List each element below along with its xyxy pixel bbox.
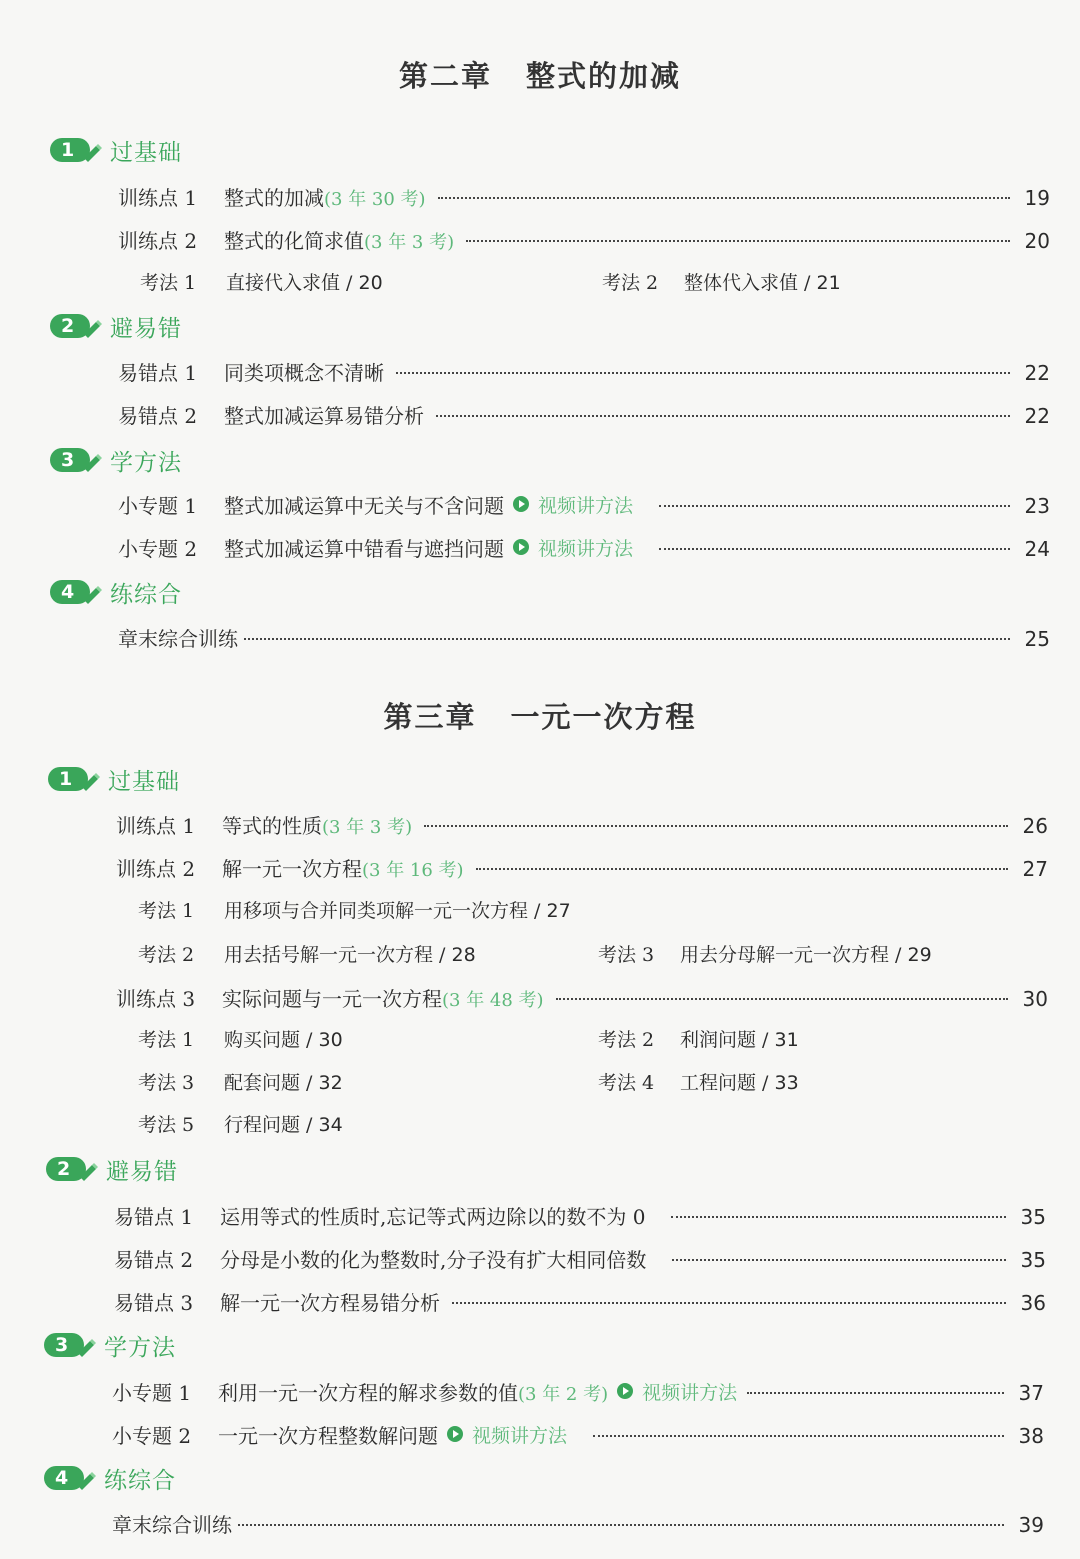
page-number: 27: [1022, 857, 1048, 881]
section-title: 过基础: [108, 768, 180, 795]
section-number: 2: [46, 1157, 86, 1181]
method-title: 配套问题 /: [224, 1072, 319, 1094]
entry-title: 解一元一次方程: [222, 857, 362, 881]
entry-label: 训练点 1: [118, 186, 198, 210]
video-label: 视频讲方法: [642, 1381, 738, 1404]
toc-entry[interactable]: [116, 853, 1048, 883]
toc-entry[interactable]: [114, 1244, 1046, 1274]
section-header: [50, 309, 182, 343]
method-title: 直接代入求值 /: [226, 272, 359, 294]
toc-entry[interactable]: [112, 1377, 1044, 1407]
section-number: 3: [44, 1333, 84, 1357]
pencil-icon: [76, 1468, 98, 1490]
pencil-icon: [78, 1159, 100, 1181]
section-number-badge: [44, 1331, 100, 1359]
entry-title: 同类项概念不清晰: [224, 361, 384, 385]
section-title: 学方法: [104, 1334, 176, 1361]
section-number-badge: [50, 136, 106, 164]
toc-entry[interactable]: [118, 357, 1050, 387]
method-entry[interactable]: [138, 1025, 343, 1052]
method-label: 考法 3: [598, 944, 655, 966]
method-entry[interactable]: [598, 1025, 799, 1052]
page-number: 29: [907, 944, 932, 966]
leader-dots: [466, 240, 1010, 242]
exam-frequency: (3 年 48 考): [442, 990, 544, 1011]
page-number: 35: [1020, 1248, 1046, 1272]
video-method-link[interactable]: [616, 1378, 737, 1405]
leader-dots: [672, 1259, 1006, 1261]
entry-label: 易错点 1: [114, 1205, 194, 1229]
section-header: [44, 1461, 176, 1495]
section-number: 3: [50, 448, 90, 472]
method-title: 整体代入求值 /: [684, 272, 817, 294]
leader-dots: [659, 505, 1010, 507]
entry-title: 整式加减运算中错看与遮挡问题: [224, 537, 504, 561]
method-title: 用去括号解一元一次方程 /: [224, 944, 452, 966]
video-method-link[interactable]: [446, 1421, 567, 1448]
video-method-link[interactable]: [512, 534, 633, 561]
page-number: 38: [1018, 1424, 1044, 1448]
toc-entry[interactable]: [118, 182, 1050, 212]
page-number: 22: [1024, 361, 1050, 385]
entry-label: 小专题 2: [112, 1424, 192, 1448]
section-number-badge: [48, 765, 104, 793]
page-number: 21: [816, 272, 841, 294]
section-number-badge: [46, 1155, 102, 1183]
entry-title: 整式加减运算易错分析: [224, 404, 424, 428]
video-label: 视频讲方法: [538, 494, 634, 517]
leader-dots: [438, 197, 1010, 199]
leader-dots: [244, 638, 1010, 640]
toc-entry[interactable]: [116, 810, 1048, 840]
toc-entry[interactable]: [118, 400, 1050, 430]
section-header: [46, 1152, 178, 1186]
play-icon: [512, 538, 530, 556]
entry-title: 整式的化简求值: [224, 229, 364, 253]
entry-label: 小专题 1: [118, 494, 198, 518]
section-number: 1: [50, 138, 90, 162]
page-number: 31: [774, 1029, 799, 1051]
leader-dots: [556, 998, 1008, 1000]
method-label: 考法 2: [138, 944, 195, 966]
page-number: 20: [358, 272, 383, 294]
toc-entry[interactable]: [112, 1509, 1044, 1539]
method-entry[interactable]: [138, 1068, 343, 1095]
page-number: 28: [451, 944, 476, 966]
page-number: 32: [318, 1072, 343, 1094]
chapter-name: 一元一次方程: [510, 700, 697, 734]
chapter-number: 第三章: [383, 700, 477, 734]
entry-label: 易错点 2: [114, 1248, 194, 1272]
section-number: 4: [44, 1466, 84, 1490]
video-label: 视频讲方法: [538, 537, 634, 560]
method-label: 考法 1: [138, 1029, 195, 1051]
section-number-badge: [50, 578, 106, 606]
play-icon: [616, 1382, 634, 1400]
page-number: 30: [1022, 987, 1048, 1011]
section-number-badge: [50, 446, 106, 474]
toc-entry[interactable]: [116, 983, 1048, 1013]
entry-label: 易错点 2: [118, 404, 198, 428]
method-label: 考法 1: [138, 900, 195, 922]
method-entry[interactable]: [138, 896, 571, 923]
pencil-icon: [82, 316, 104, 338]
entry-title: 实际问题与一元一次方程: [222, 987, 442, 1011]
page-number: 35: [1020, 1205, 1046, 1229]
page-number: 23: [1024, 494, 1050, 518]
entry-title: 整式的加减: [224, 186, 324, 210]
entry-label: 小专题 2: [118, 537, 198, 561]
entry-title: 一元一次方程整数解问题: [218, 1424, 438, 1448]
page-number: 24: [1024, 537, 1050, 561]
method-title: 行程问题 /: [224, 1114, 319, 1136]
page-number: 27: [546, 900, 571, 922]
method-entry[interactable]: [598, 1068, 799, 1095]
page-number: 33: [774, 1072, 799, 1094]
pencil-icon: [82, 140, 104, 162]
leader-dots: [671, 1216, 1006, 1218]
play-icon: [512, 495, 530, 513]
entry-label: 训练点 3: [116, 987, 196, 1011]
method-entry[interactable]: [138, 940, 476, 967]
page-number: 39: [1018, 1513, 1044, 1537]
entry-label: 训练点 2: [118, 229, 198, 253]
section-title: 练综合: [110, 581, 182, 608]
method-entry[interactable]: [598, 940, 932, 967]
method-entry[interactable]: [602, 268, 841, 295]
section-title: 练综合: [104, 1467, 176, 1494]
entry-title: 解一元一次方程易错分析: [220, 1291, 440, 1315]
entry-title: 整式加减运算中无关与不含问题: [224, 494, 504, 518]
chapter-number: 第二章: [398, 59, 492, 93]
leader-dots: [593, 1435, 1004, 1437]
method-entry[interactable]: [140, 268, 383, 295]
entry-label: 易错点 1: [118, 361, 198, 385]
section-number: 1: [48, 767, 88, 791]
pencil-icon: [82, 582, 104, 604]
leader-dots: [452, 1302, 1006, 1304]
section-header: [50, 443, 182, 477]
page-number: 26: [1022, 814, 1048, 838]
exam-frequency: (3 年 2 考): [518, 1384, 609, 1405]
entry-label: 训练点 1: [116, 814, 196, 838]
leader-dots: [396, 372, 1010, 374]
entry-title: 等式的性质: [222, 814, 322, 838]
entry-label: 易错点 3: [114, 1291, 194, 1315]
pencil-icon: [80, 769, 102, 791]
leader-dots: [436, 415, 1010, 417]
pencil-icon: [76, 1335, 98, 1357]
method-title: 购买问题 /: [224, 1029, 319, 1051]
entry-title: 利用一元一次方程的解求参数的值: [218, 1381, 518, 1405]
toc-entry[interactable]: [118, 623, 1050, 653]
pencil-icon: [82, 450, 104, 472]
leader-dots: [424, 825, 1008, 827]
section-title: 避易错: [106, 1158, 178, 1185]
page-number: 19: [1024, 186, 1050, 210]
method-label: 考法 4: [598, 1072, 655, 1094]
method-label: 考法 2: [598, 1029, 655, 1051]
section-number-badge: [44, 1464, 100, 1492]
chapter-3-title: [0, 695, 1080, 736]
method-entry[interactable]: [138, 1110, 343, 1137]
page-number: 25: [1024, 627, 1050, 651]
page-number: 20: [1024, 229, 1050, 253]
method-label: 考法 1: [140, 272, 197, 294]
toc-entry[interactable]: [112, 1420, 1044, 1450]
page-number: 34: [318, 1114, 343, 1136]
entry-title: 运用等式的性质时,忘记等式两边除以的数不为 0: [220, 1205, 646, 1229]
exam-frequency: (3 年 30 考): [324, 189, 426, 210]
method-title: 用移项与合并同类项解一元一次方程 /: [224, 900, 547, 922]
method-label: 考法 2: [602, 272, 659, 294]
toc-entry[interactable]: [114, 1201, 1046, 1231]
page-number: 22: [1024, 404, 1050, 428]
method-label: 考法 3: [138, 1072, 195, 1094]
leader-dots: [659, 548, 1010, 550]
exam-frequency: (3 年 3 考): [322, 817, 413, 838]
exam-frequency: (3 年 16 考): [362, 860, 464, 881]
page-number: 30: [318, 1029, 343, 1051]
entry-label: 训练点 2: [116, 857, 196, 881]
section-header: [44, 1328, 176, 1362]
page-number: 37: [1018, 1381, 1044, 1405]
section-title: 避易错: [110, 315, 182, 342]
toc-entry[interactable]: [114, 1287, 1046, 1317]
chapter-2-title: [0, 54, 1080, 95]
entry-title: 章末综合训练: [118, 627, 238, 651]
section-number: 4: [50, 580, 90, 604]
section-number-badge: [50, 312, 106, 340]
method-title: 利润问题 /: [680, 1029, 775, 1051]
section-header: [50, 133, 182, 167]
chapter-name: 整式的加减: [526, 59, 682, 93]
leader-dots: [476, 868, 1008, 870]
method-title: 用去分母解一元一次方程 /: [680, 944, 908, 966]
section-header: [50, 575, 182, 609]
video-label: 视频讲方法: [472, 1424, 568, 1447]
section-title: 过基础: [110, 139, 182, 166]
video-method-link[interactable]: [512, 491, 633, 518]
section-title: 学方法: [110, 449, 182, 476]
section-number: 2: [50, 314, 90, 338]
toc-entry[interactable]: [118, 490, 1050, 520]
exam-frequency: (3 年 3 考): [364, 232, 455, 253]
method-title: 工程问题 /: [680, 1072, 775, 1094]
entry-title: 分母是小数的化为整数时,分子没有扩大相同倍数: [220, 1248, 647, 1272]
entry-label: 小专题 1: [112, 1381, 192, 1405]
leader-dots: [747, 1392, 1004, 1394]
entry-title: 章末综合训练: [112, 1513, 232, 1537]
page-number: 36: [1020, 1291, 1046, 1315]
play-icon: [446, 1425, 464, 1443]
method-label: 考法 5: [138, 1114, 195, 1136]
toc-entry[interactable]: [118, 225, 1050, 255]
toc-entry[interactable]: [118, 533, 1050, 563]
leader-dots: [238, 1524, 1004, 1526]
section-header: [48, 762, 180, 796]
